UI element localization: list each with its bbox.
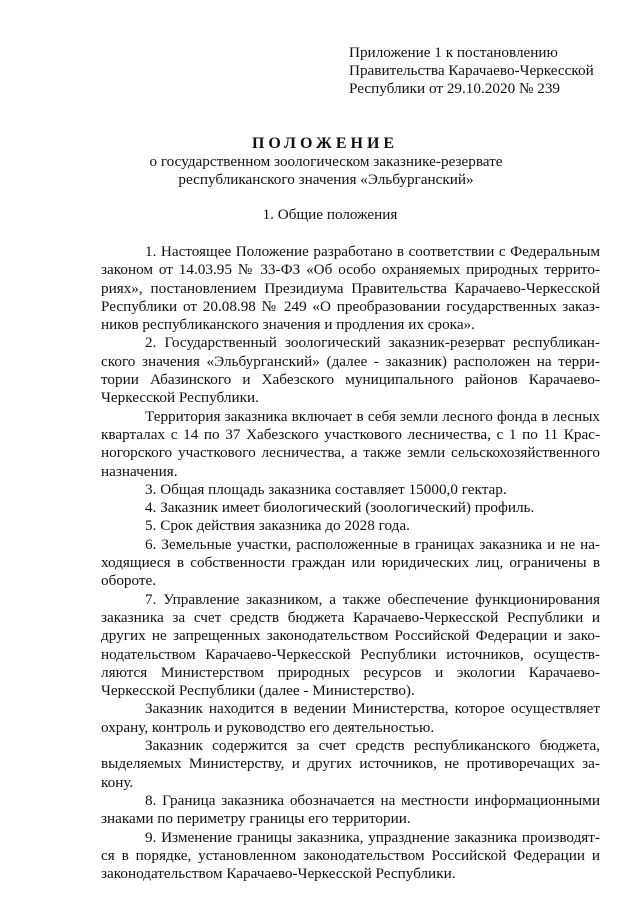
paragraph-line: ляются Министерством природных ресурсов и экологии Карачаево-	[101, 663, 600, 681]
paragraph-line: тории Абазинского и Хабезского муниципального районов Карачаево-	[101, 371, 600, 389]
paragraph	[101, 737, 600, 792]
paragraph-line: выделяемых Министерству, и других источников, не противоречащих за-	[101, 755, 600, 773]
paragraph-line: ногорского участкового лесничества, а также земли сельскохозяйственного	[101, 444, 600, 462]
appendix-line: Приложение 1 к постановлению	[349, 44, 558, 61]
paragraph	[101, 408, 600, 481]
paragraph	[101, 499, 600, 517]
paragraph	[101, 591, 600, 701]
paragraph	[101, 243, 600, 334]
appendix-line: Республики от 29.10.2020 № 239	[349, 80, 561, 97]
paragraph-line: 2. Государственный зоологический заказник-резерват республикан-	[145, 334, 600, 352]
subtitle-line: о государственном зоологическом заказнике-резервате	[149, 153, 503, 170]
paragraph-line: кварталах с 14 по 37 Хабезского участкового лесничества, с 1 по 11 Крас-	[101, 425, 600, 443]
document-subtitle	[0, 153, 640, 189]
paragraph-line: 4. Заказник имеет биологический (зоологический) профиль.	[145, 499, 535, 517]
paragraph	[101, 829, 600, 884]
paragraph	[101, 481, 600, 499]
paragraph-line: 7. Управление заказником, а также обеспечение функционирования	[145, 590, 600, 608]
appendix-note	[349, 44, 594, 98]
paragraph-line: 8. Граница заказника обозначается на местности информационными	[145, 791, 600, 809]
paragraph-line: законом от 14.03.95 № 33-ФЗ «Об особо охраняемых природных террито-	[101, 261, 600, 279]
paragraph-line: нодательством Карачаево-Черкесской Республики источников, осуществ-	[101, 645, 600, 663]
paragraph-line: Заказник содержится за счет средств республиканского бюджета,	[145, 737, 600, 755]
paragraph	[101, 536, 600, 591]
document-title: ПОЛОЖЕНИЕ	[251, 135, 399, 152]
paragraph-line: Черкесской Республики (далее - Министерство).	[101, 682, 415, 700]
paragraph-line: ского значения «Эльбурганский» (далее - заказник) расположен на терри-	[101, 352, 600, 370]
paragraph	[101, 517, 600, 535]
paragraph-line: Республики от 20.08.98 № 249 «О преобразовании государственных заказ-	[101, 297, 600, 315]
paragraph-line: риях», постановлением Президиума Правительства Карачаево-Черкесской	[101, 279, 600, 297]
paragraph-line: законодательством Карачаево-Черкесской Республики.	[101, 865, 456, 883]
paragraph-line: охрану, контроль и руководство его деятельностью.	[101, 718, 435, 736]
paragraph-line: 5. Срок действия заказника до 2028 года.	[145, 517, 410, 535]
paragraph-line: Черкесской Республики.	[101, 389, 259, 407]
paragraph-line: других не запрещенных законодательством Российской Федерации и зако-	[101, 627, 600, 645]
paragraph-line: ходящиеся в собственности граждан или юридических лиц, ограничены в	[101, 554, 600, 572]
paragraph-line: 9. Изменение границы заказника, упразднение заказника производят-	[145, 828, 600, 846]
appendix-line: Правительства Карачаево-Черкесской	[349, 62, 594, 79]
paragraph-line: 3. Общая площадь заказника составляет 15000,0 гектар.	[145, 480, 507, 498]
subtitle-line: республиканского значения «Эльбурганский»	[178, 171, 474, 188]
paragraph-line: ся в порядке, установленном законодательством Российской Федерации и	[101, 846, 600, 864]
paragraph-line: Территория заказника включает в себя земли лесного фонда в лесных	[145, 407, 600, 425]
paragraph-line: заказника за счет средств бюджета Карачаево-Черкесской Республики и	[101, 608, 600, 626]
paragraph-line: Заказник находится в ведении Министерства, которое осуществляет	[145, 700, 600, 718]
paragraph-line: кону.	[101, 773, 134, 791]
paragraph-line: 6. Земельные участки, расположенные в границах заказника и не на-	[145, 535, 600, 553]
document-body	[101, 243, 600, 883]
paragraph-line: знаками по периметру границы его территории.	[101, 810, 411, 828]
paragraph-line: 1. Настоящее Положение разработано в соответствии с Федеральным	[145, 243, 600, 260]
paragraph-line: назначения.	[101, 462, 178, 480]
section-heading: 1. Общие положения	[262, 206, 398, 223]
paragraph-line: ников республиканского значения и продления их срока».	[101, 316, 475, 334]
paragraph	[101, 792, 600, 829]
paragraph	[101, 334, 600, 407]
paragraph-line: обороте.	[101, 572, 157, 590]
paragraph	[101, 700, 600, 737]
